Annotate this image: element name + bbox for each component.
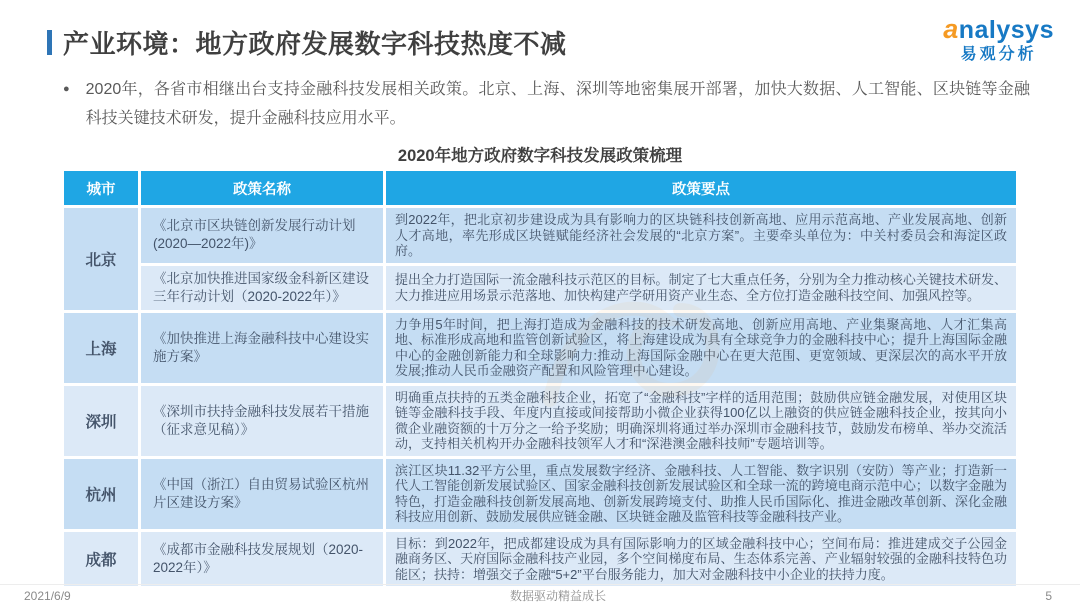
policy-points-cell: 目标：到2022年，把成都建设成为具有国际影响力的区域金融科技中心；空间布局：推进建成交子公园金融商务区、天府国际金融科技产业园，多个空间梯度布局、生态体系完善、产业辐射较强的金融科技特色功能区；扶持：增强交子金融“5+2”平台服务能力，加大对金融科技中小企业的扶持力度。 [386, 532, 1016, 587]
logo-brand-text: nalysys [958, 16, 1054, 44]
table-header-row [64, 171, 1016, 205]
footer-page-number: 5 [1045, 588, 1052, 603]
policy-name-cell: 《北京市区块链创新发展行动计划(2020—2022年)》 [141, 208, 383, 263]
policy-name-cell: 《中国（浙江）自由贸易试验区杭州片区建设方案》 [141, 459, 383, 529]
table-row [64, 266, 1016, 310]
policy-name-cell: 《北京加快推进国家级金科新区建设三年行动计划（2020-2022年）》 [141, 266, 383, 310]
table-row [64, 459, 1016, 529]
policy-points-cell: 到2022年，把北京初步建设成为具有影响力的区块链科技创新高地、应用示范高地、产业发展高地、创新人才高地，率先形成区块链赋能经济社会发展的“北京方案”。主要牵头单位为：中关村委员会和海淀区政府。 [386, 208, 1016, 263]
policy-name-cell: 《成都市金融科技发展规划（2020-2022年）》 [141, 532, 383, 587]
policy-name-cell: 《深圳市扶持金融科技发展若干措施（征求意见稿）》 [141, 386, 383, 456]
policy-points-cell: 提出全力打造国际一流金融科技示范区的目标。制定了七大重点任务，分别为全力推动核心关键技术研发、大力推进应用场景示范落地、加快构建产学研用资产业生态、全方位打造金融科技空间、加强风控等。 [386, 266, 1016, 310]
table-title: 2020年地方政府数字科技发展政策梳理 [397, 147, 683, 165]
city-cell: 深圳 [64, 386, 138, 456]
column-header-city: 城市 [64, 171, 138, 205]
column-header-policy: 政策名称 [141, 171, 383, 205]
policy-name-cell: 《加快推进上海金融科技中心建设实施方案》 [141, 313, 383, 383]
footer [0, 584, 1080, 608]
page-title: 产业环境：地方政府发展数字科技热度不减 [63, 29, 567, 59]
policy-points-cell: 滨江区块11.32平方公里，重点发展数字经济、金融科技、人工智能、数字识别（安防）等产业；打造新一代人工智能创新发展试验区、国家金融科技创新发展试验区和全球一流的跨境电商示范中心；以数字金融为特色，打造金融科技创新发展高地、创新发展跨境支付、助推人民币国际化、推进金融改革创新、深化金融科技应用创新、鼓励发展供应链金融、区块链金融及监管科技等金融科技产业。 [386, 459, 1016, 529]
analysys-logo [943, 16, 1054, 63]
bullet-text: 2020年，各省市相继出台支持金融科技发展相关政策。北京、上海、深圳等地密集展开部署，加快大数据、人工智能、区块链等金融科技关键技术研发，提升金融科技应用水平。 [85, 81, 1030, 127]
city-cell: 杭州 [64, 459, 138, 529]
bullet-marker-icon: ● [63, 83, 70, 95]
table-row [64, 532, 1016, 587]
policy-table [61, 168, 1019, 589]
logo-swirl-a-icon: a [943, 14, 959, 44]
column-header-points: 政策要点 [386, 171, 1016, 205]
city-cell: 成都 [64, 532, 138, 587]
footer-date: 2021/6/9 [24, 588, 71, 603]
footer-slogan: 数据驱动精益成长 [510, 589, 607, 603]
logo-brand-cn: 易观分析 [960, 46, 1037, 63]
bullet-item [63, 75, 1030, 133]
title-block [47, 24, 1032, 61]
table-row [64, 208, 1016, 263]
city-cell: 上海 [64, 313, 138, 383]
policy-points-cell: 明确重点扶持的五类金融科技企业，拓宽了“金融科技”字样的适用范围；鼓励供应链金融发展，对使用区块链等金融科技手段、年度内直接或间接帮助小微企业获得100亿以上融资的供应链金融科技企业，按其向小微企业融资额的十万分之一给予奖励；明确深圳将通过举办深圳市金融科技节，鼓励发布榜单、举办交流活动，支持相关机构开办金融科技领军人才和“深港澳金融科技师”专题培训等。 [386, 386, 1016, 456]
policy-points-cell: 力争用5年时间，把上海打造成为金融科技的技术研发高地、创新应用高地、产业集聚高地、人才汇集高地、标准形成高地和监管创新试验区，将上海建设成为具有全球竞争力的金融科技中心；提升上海国际金融中心的金融创新能力和全球影响力:推动上海国际金融中心在更大范围、更宽领域、更深层次的高水平开放发展;推动人民币金融资产配置和风险管理中心建设。 [386, 313, 1016, 383]
title-accent-bar [47, 30, 52, 55]
city-cell: 北京 [64, 208, 138, 310]
logo-brand [943, 16, 1054, 43]
table-row [64, 386, 1016, 456]
table-row [64, 313, 1016, 383]
